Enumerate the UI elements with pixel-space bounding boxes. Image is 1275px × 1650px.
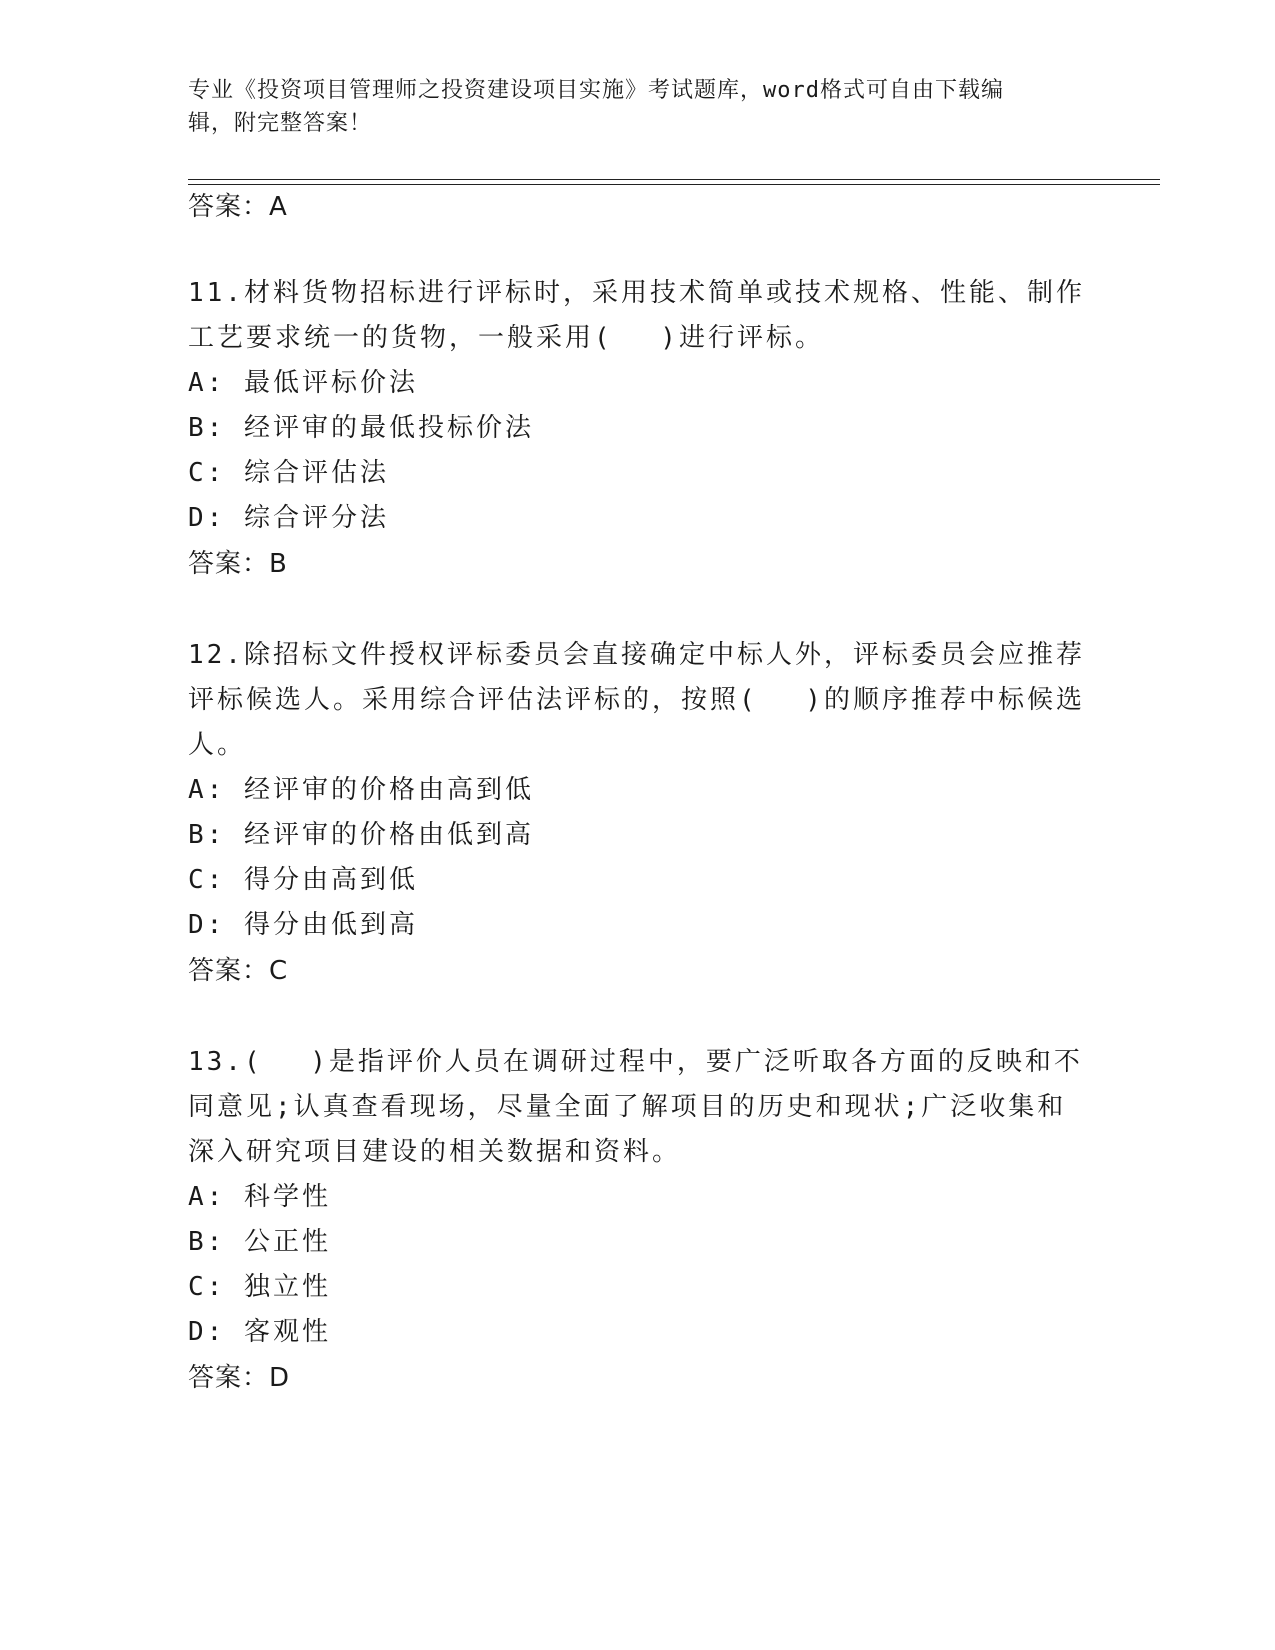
header-divider-top: [188, 179, 1160, 180]
q12-stem-line-3: 人。: [188, 730, 247, 760]
document-header: [188, 74, 1068, 140]
header-divider-bottom: [188, 184, 1160, 185]
q11-option-a: A: 最低评标价法: [188, 368, 418, 398]
q12-option-c: C: 得分由高到低: [188, 865, 418, 895]
q12-answer: 答案：C: [188, 956, 289, 986]
q13-option-c: C: 独立性: [188, 1272, 331, 1302]
q13-option-d: D: 客观性: [188, 1317, 331, 1347]
header-line-2: 辑，附完整答案！: [188, 111, 373, 136]
q11-option-c: C: 综合评估法: [188, 458, 389, 488]
q11-option-d: D: 综合评分法: [188, 503, 389, 533]
q13-option-a: A: 科学性: [188, 1182, 331, 1212]
q13-stem-line-1: 13.( )是指评价人员在调研过程中，要广泛听取各方面的反映和不: [188, 1047, 1083, 1077]
header-line-1: 专业《投资项目管理师之投资建设项目实施》考试题库，word格式可自由下载编: [188, 78, 1004, 103]
q11-answer: 答案：B: [188, 549, 288, 579]
q11-stem-line-2: 工艺要求统一的货物，一般采用( )进行评标。: [188, 323, 824, 353]
q12-stem-line-2: 评标候选人。采用综合评估法评标的，按照( )的顺序推荐中标候选: [188, 685, 1085, 715]
q13-stem-line-2: 同意见;认真查看现场，尽量全面了解项目的历史和现状;广泛收集和: [188, 1092, 1067, 1122]
q13-answer: 答案：D: [188, 1363, 291, 1393]
q13-option-b: B: 公正性: [188, 1227, 331, 1257]
q12-option-d: D: 得分由低到高: [188, 910, 418, 940]
q12-stem-line-1: 12.除招标文件授权评标委员会直接确定中标人外，评标委员会应推荐: [188, 640, 1085, 670]
previous-answer: 答案：A: [188, 192, 288, 222]
q12-option-b: B: 经评审的价格由低到高: [188, 820, 534, 850]
q12-option-a: A: 经评审的价格由高到低: [188, 775, 534, 805]
q11-stem-line-1: 11.材料货物招标进行评标时，采用技术简单或技术规格、性能、制作: [188, 278, 1085, 308]
q13-stem-line-3: 深入研究项目建设的相关数据和资料。: [188, 1137, 682, 1167]
q11-option-b: B: 经评审的最低投标价法: [188, 413, 534, 443]
